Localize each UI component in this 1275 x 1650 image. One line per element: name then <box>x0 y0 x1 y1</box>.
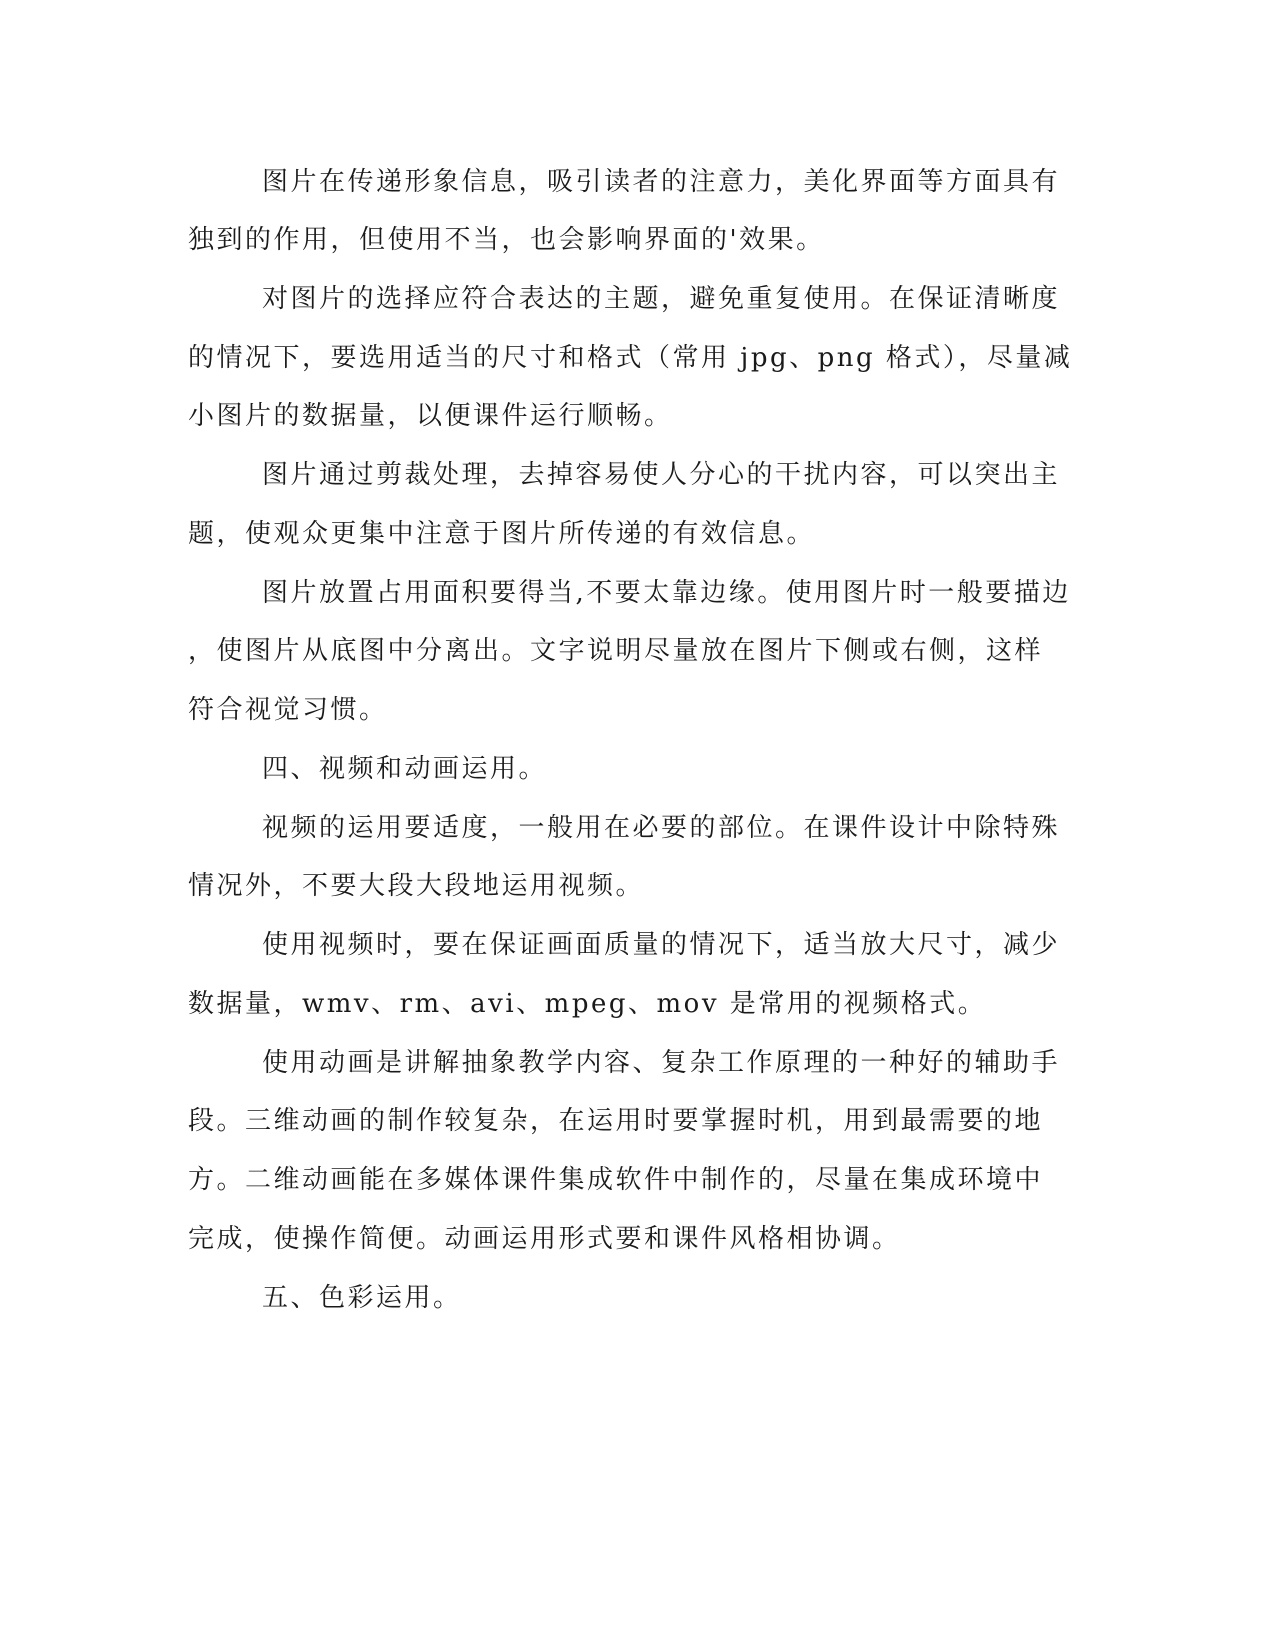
paragraph-line: 的情况下，要选用适当的尺寸和格式（常用 jpg、png 格式），尽量减 <box>188 343 1073 373</box>
paragraph-line: 对图片的选择应符合表达的主题，避免重复使用。在保证清晰度 <box>262 284 1061 314</box>
paragraph-line: 小图片的数据量，以便课件运行顺畅。 <box>188 401 673 431</box>
paragraph-line: 图片放置占用面积要得当,不要太靠边缘。使用图片时一般要描边 <box>262 578 1071 608</box>
paragraph-line: 图片在传递形象信息，吸引读者的注意力，美化界面等方面具有 <box>262 167 1061 197</box>
section-heading: 五、色彩运用。 <box>262 1283 462 1313</box>
paragraph-line: 段。三维动画的制作较复杂，在运用时要掌握时机，用到最需要的地 <box>188 1106 1044 1136</box>
paragraph-line: 视频的运用要适度，一般用在必要的部位。在课件设计中除特殊 <box>262 813 1061 843</box>
paragraph-line: 使用视频时，要在保证画面质量的情况下，适当放大尺寸，减少 <box>262 930 1061 960</box>
paragraph-line: 数据量，wmv、rm、avi、mpeg、mov 是常用的视频格式。 <box>188 989 987 1019</box>
paragraph-line: 情况外，不要大段大段地运用视频。 <box>188 871 645 901</box>
paragraph-line: ，使图片从底图中分离出。文字说明尽量放在图片下侧或右侧，这样 <box>188 636 1044 666</box>
paragraph-line: 完成，使操作简便。动画运用形式要和课件风格相协调。 <box>188 1224 901 1254</box>
paragraph-line: 符合视觉习惯。 <box>188 695 388 725</box>
paragraph-line: 使用动画是讲解抽象教学内容、复杂工作原理的一种好的辅助手 <box>262 1048 1061 1078</box>
section-heading: 四、视频和动画运用。 <box>262 754 548 784</box>
paragraph-line: 题，使观众更集中注意于图片所传递的有效信息。 <box>188 519 816 549</box>
paragraph-line: 方。二维动画能在多媒体课件集成软件中制作的，尽量在集成环境中 <box>188 1165 1044 1195</box>
paragraph-line: 图片通过剪裁处理，去掉容易使人分心的干扰内容，可以突出主 <box>262 460 1061 490</box>
paragraph-line: 独到的作用，但使用不当，也会影响界面的'效果。 <box>188 225 825 255</box>
